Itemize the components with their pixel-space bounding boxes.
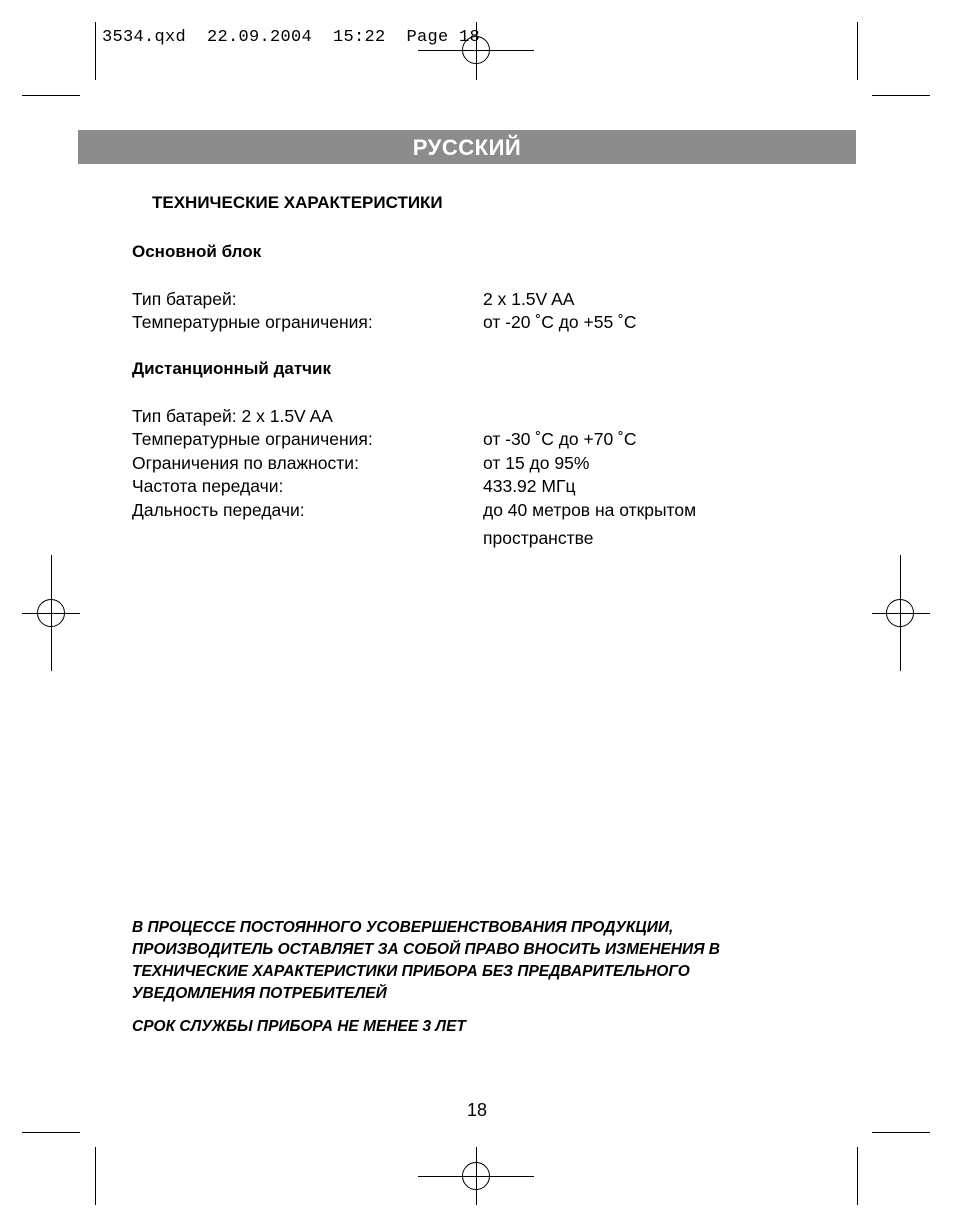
spec-value: пространстве	[483, 528, 594, 548]
crop-mark	[872, 1132, 930, 1133]
spec-label: Температурные ограничения:	[132, 429, 373, 449]
improvement-notice	[132, 917, 832, 1005]
registration-circle	[886, 599, 914, 627]
spec-value: от 15 до 95%	[483, 453, 590, 473]
print-slug: 3534.qxd 22.09.2004 15:22 Page 18	[102, 28, 481, 47]
service-life: СРОК СЛУЖБЫ ПРИБОРА НЕ МЕНЕЕ 3 ЛЕТ	[132, 1018, 466, 1035]
notice-line: В ПРОЦЕССЕ ПОСТОЯННОГО УСОВЕРШЕНСТВОВАНИЯ ПРОДУКЦИИ,	[132, 919, 674, 936]
page-number: 18	[466, 1100, 488, 1120]
spec-label: Тип батарей:	[132, 289, 237, 309]
registration-circle	[462, 1162, 490, 1190]
spec-value: до 40 метров на открытом	[483, 500, 697, 520]
crop-mark	[857, 22, 858, 80]
crop-mark	[95, 1147, 96, 1205]
spec-value: от -20 ˚С до +55 ˚С	[483, 312, 637, 332]
crop-mark	[22, 95, 80, 96]
registration-circle	[37, 599, 65, 627]
spec-label: Частота передачи:	[132, 476, 284, 496]
crop-mark	[95, 22, 96, 80]
notice-line: ПРОИЗВОДИТЕЛЬ ОСТАВЛЯЕТ ЗА СОБОЙ ПРАВО ВНОСИТЬ ИЗМЕНЕНИЯ В	[132, 941, 720, 958]
spec-label: Дальность передачи:	[132, 500, 305, 520]
section-heading: ТЕХНИЧЕСКИЕ ХАРАКТЕРИСТИКИ	[152, 193, 443, 212]
spec-value: 2 х 1.5V AA	[483, 289, 575, 309]
main-unit-title: Основной блок	[132, 242, 262, 261]
spec-label: Температурные ограничения:	[132, 312, 373, 332]
notice-line: УВЕДОМЛЕНИЯ ПОТРЕБИТЕЛЕЙ	[132, 985, 387, 1002]
spec-label: Тип батарей: 2 х 1.5V AA	[132, 406, 333, 426]
notice-line: ТЕХНИЧЕСКИЕ ХАРАКТЕРИСТИКИ ПРИБОРА БЕЗ ПРЕДВАРИТЕЛЬНОГО	[132, 963, 690, 980]
crop-mark	[857, 1147, 858, 1205]
spec-value: 433.92 МГц	[483, 476, 576, 496]
spec-label: Ограничения по влажности:	[132, 453, 359, 473]
remote-sensor-title: Дистанционный датчик	[132, 359, 331, 378]
language-banner: РУССКИЙ	[78, 130, 856, 164]
crop-mark	[872, 95, 930, 96]
spec-value: от -30 ˚С до +70 ˚С	[483, 429, 637, 449]
crop-mark	[22, 1132, 80, 1133]
